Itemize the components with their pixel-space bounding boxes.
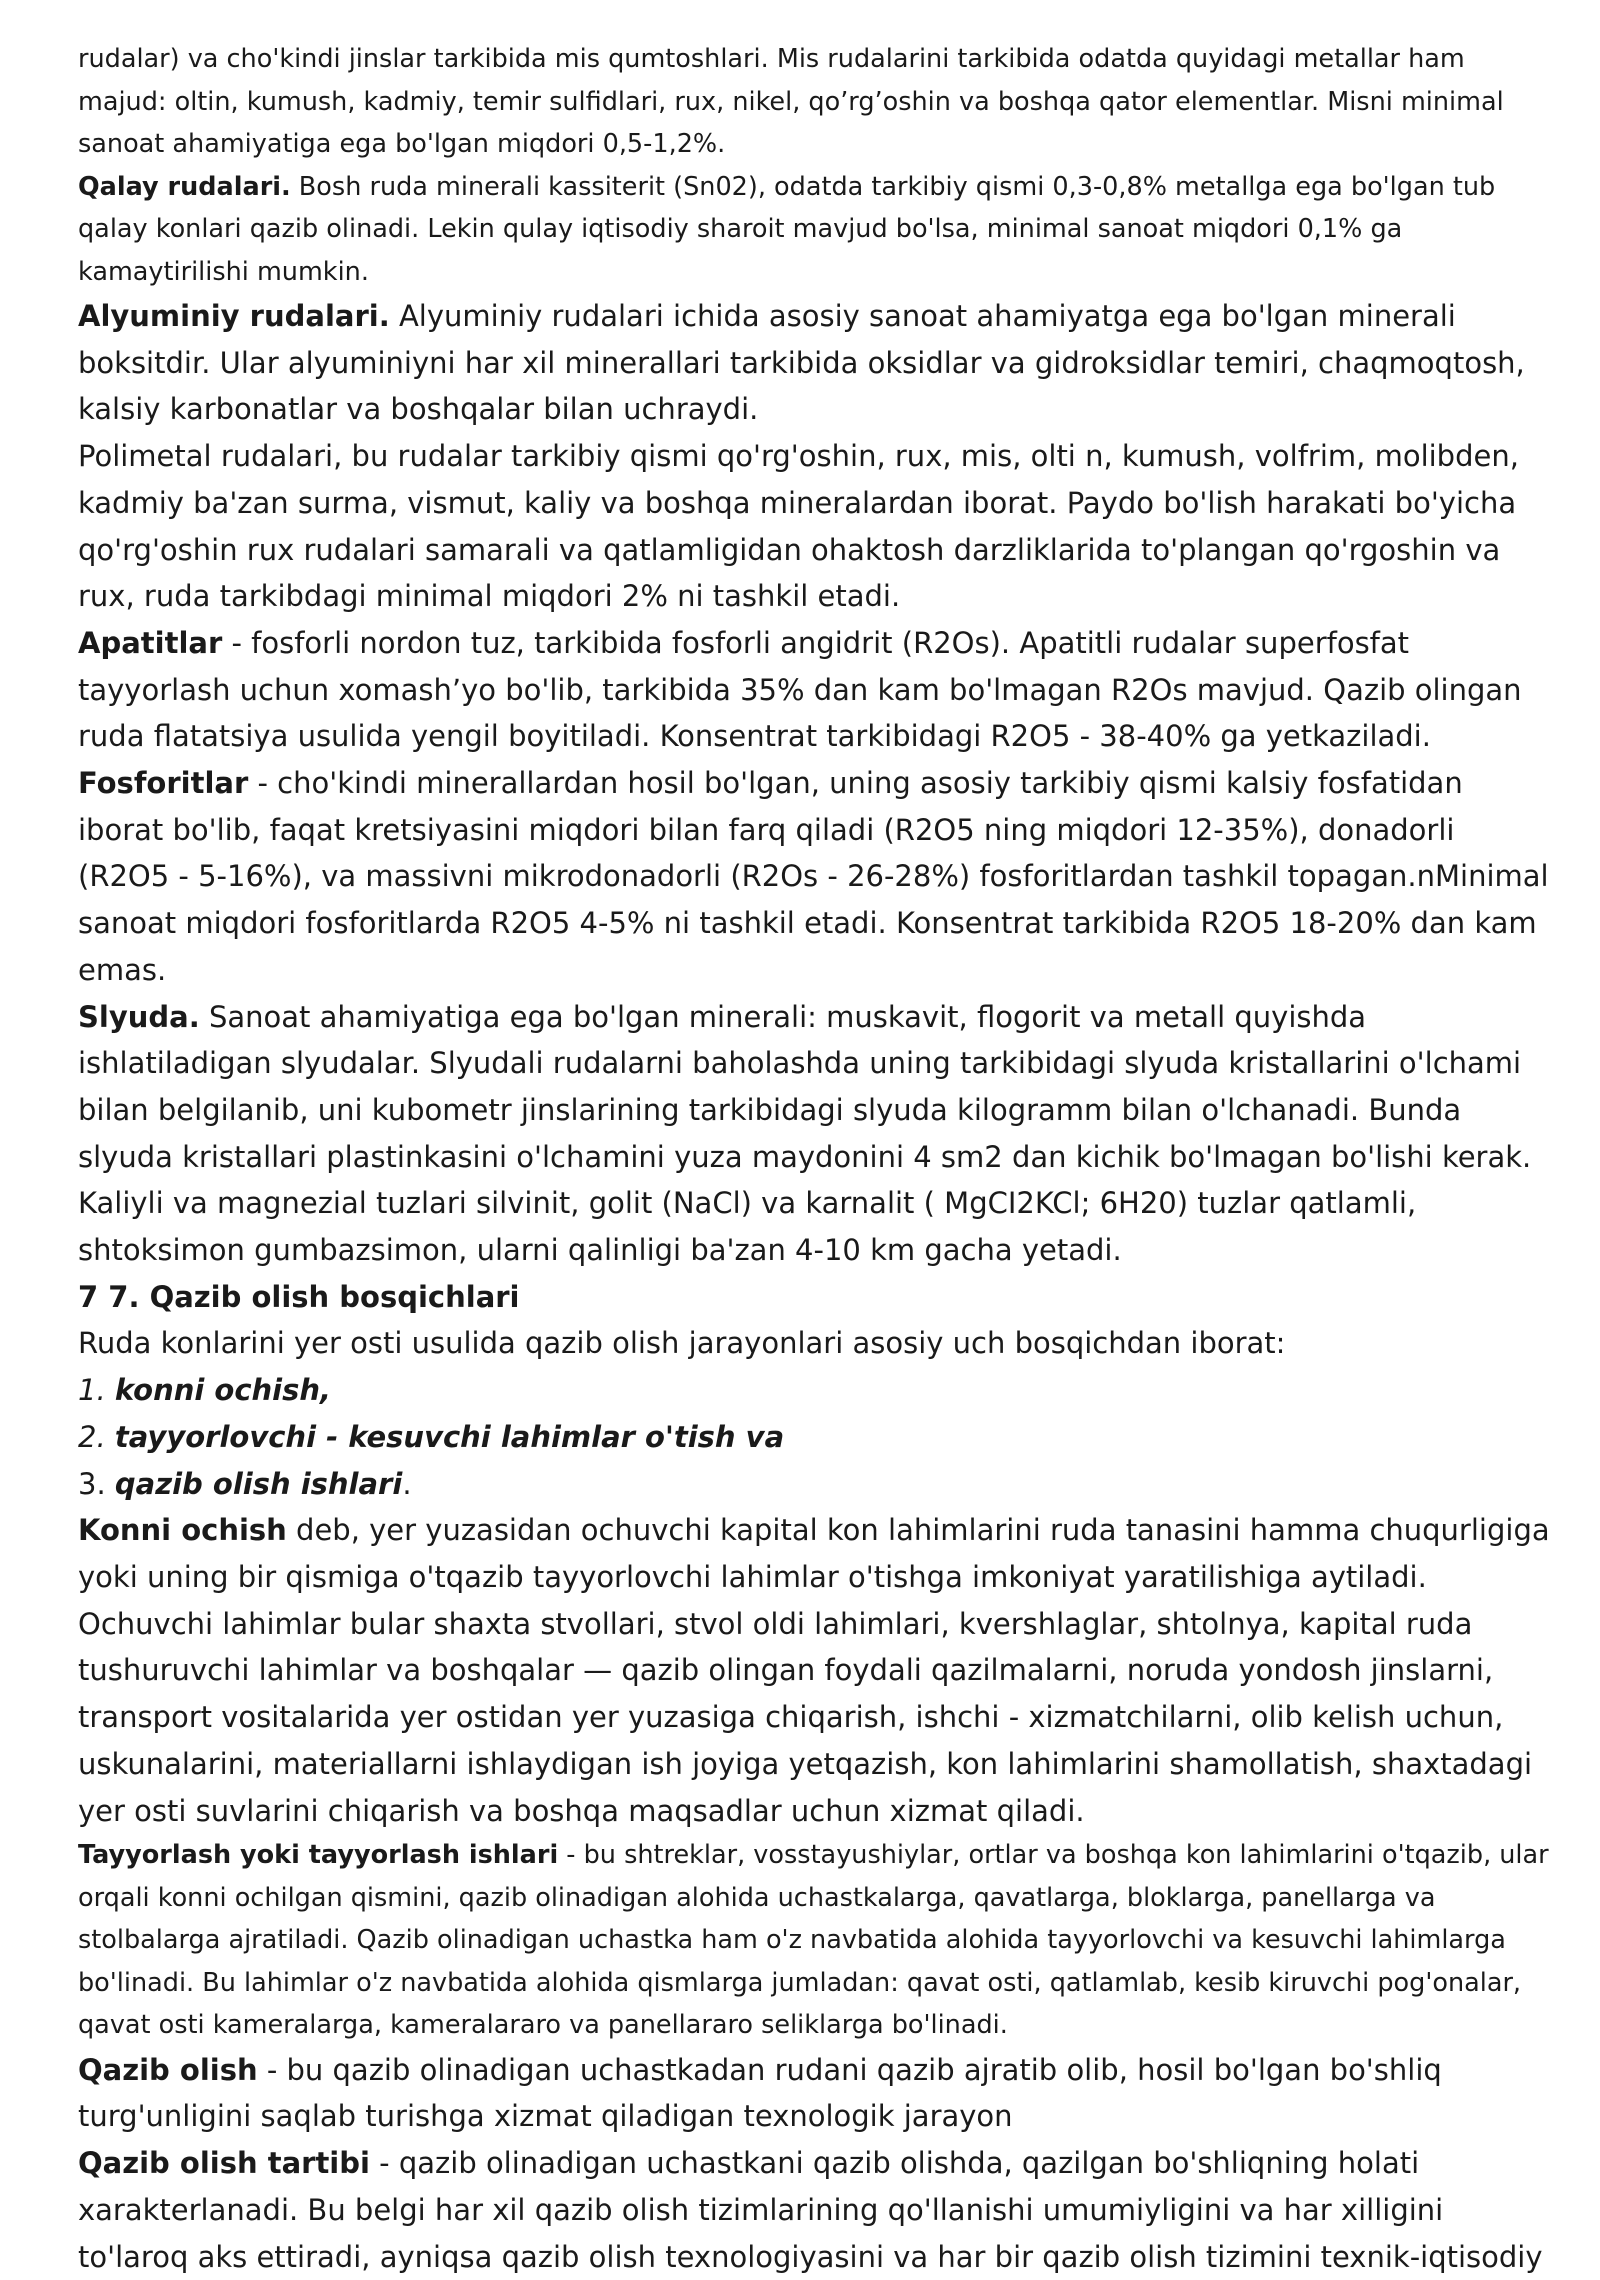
section-heading: Qazib olish [78, 2052, 258, 2087]
section-heading: Slyuda. [78, 999, 200, 1034]
list-item [78, 1414, 1552, 1461]
text-run: - qazib olinadigan uchastkani qazib olishda, qazilgan bo'shliqning holati xarakterlanadi. Bu belgi har xil qazib olish tizimlarining qo'llanishi umumiyligini va har xilligini to'laroq aks ettiradi, ayniqsa qazib olish texnologiyasini va har bir qazib olish tizimini texnik-iqtisodiy [78, 2146, 1543, 2274]
text-run: Alyuminiy rudalari ichida asosiy sanoat ahamiyatga ega bo'lgan minerali boksitdir. Ular alyuminiyni har xil minerallari tarkibida oksidlar va gidroksidlar temiri, chaqmoqtosh, kalsiy karbonatlar va boshqalar bilan uchraydi. [78, 299, 1525, 427]
list-punct: . [402, 1466, 412, 1501]
list-text: qazib olish ishlari [114, 1466, 403, 1501]
list-text: konni ochish, [114, 1373, 332, 1408]
section-heading: Fosforitlar [78, 766, 249, 801]
paragraph [78, 620, 1552, 760]
text-run: rudalar) va cho'kindi jinslar tarkibida mis qumtoshlari. Mis rudalarini tarkibida odatda quyidagi metallar ham majud: oltin, kumush, kadmiy, temir sulfidlari, rux, nikel, qo’rg’oshin va boshqa qator elementlar. Misni minimal sanoat ahamiyatiga ega bo'lgan miqdori 0,5-1,2%. [78, 44, 1504, 159]
text-run: Ruda konlarini yer osti usulida qazib olish jarayonlari asosiy uch bosqichdan iborat: [78, 1326, 1286, 1361]
paragraph [78, 166, 1552, 294]
section-heading: Qazib olish tartibi [78, 2146, 370, 2181]
section-heading: Qalay rudalari. [78, 171, 291, 202]
text-run: Bosh ruda minerali kassiterit (Sn02), odatda tarkibiy qismi 0,3-0,8% metallga ega bo'lgan tub qalay konlari qazib olinadi. Lekin qulay iqtisodiy sharoit mavjud bo'lsa, minimal sanoat miqdori 0,1% ga kamaytirilishi mumkin. [78, 171, 1496, 287]
section-heading: Alyuminiy rudalari. [78, 299, 390, 333]
paragraph [78, 293, 1552, 433]
paragraph [78, 1507, 1552, 1834]
text-run: Sanoat ahamiyatiga ega bo'lgan minerali: muskavit, flogorit va metall quyishda ishlatiladigan slyudalar. Slyudali rudalarni baholashda uning tarkibidagi slyuda kristallarini o'lchami bilan belgilanib, uni kubometr jinslarining tarkibidagi slyuda kilogramm bilan o'lchanadi. Bunda slyuda kristallari plastinkasini o'lchamini yuza maydonini 4 sm2 dan kichik bo'lmagan bo'lishi kerak. Kaliyli va magnezial tuzlari silvinit, golit (NaCl) va karnalit ( MgCI2KCl; 6H20) tuzlar qatlamli, shtoksimon gumbazsimon, ularni qalinligi ba'zan 4-10 km gacha yetadi. [78, 999, 1532, 1268]
paragraph [78, 433, 1552, 620]
paragraph [78, 2047, 1552, 2140]
paragraph [78, 2140, 1552, 2280]
list-item [78, 1461, 1552, 1508]
list-text: tayyorlovchi - kesuvchi lahimlar o'tish va [114, 1419, 785, 1454]
paragraph [78, 760, 1552, 994]
text-run: - bu shtreklar, vosstayushiylar, ortlar va boshqa kon lahimlarini o'tqazib, ular orqali konni ochilgan qismini, qazib olinadigan alohida uchastkalarga, qavatlarga, bloklarga, panellarga va stolbalarga ajratiladi. Qazib olinadigan uchastka ham o'z navbatida alohida tayyorlovchi va kesuvchi lahimlarga bo'linadi. Bu lahimlar o'z navbatida alohida qismlarga jumladan: qavat osti, qatlamlab, kesib kiruvchi pog'onalar, qavat osti kameralarga, kameralararo va panellararo seliklarga bo'linadi. [78, 1840, 1549, 2041]
text-run: - bu qazib olinadigan uchastkadan rudani qazib ajratib olib, hosil bo'lgan bo'shliq turg'unligini saqlab turishga xizmat qiladigan texnologik jarayon [78, 2052, 1442, 2134]
text-run: - fosforli nordon tuz, tarkibida fosforli angidrit (R2Os). Apatitli rudalar superfosfat tayyorlash uchun xomash’yo bo'lib, tarkibida 35% dan kam bo'lmagan R2Os mavjud. Qazib olingan ruda flatatsiya usulida yengil boyitiladi. Konsentrat tarkibidagi R2O5 - 38-40% ga yetkaziladi. [78, 625, 1522, 754]
paragraph [78, 1834, 1552, 2047]
text-run: deb, yer yuzasidan ochuvchi kapital kon lahimlarini ruda tanasini hamma chuqurligiga yoki uning bir qismiga o'tqazib tayyorlovchi lahimlar o'tishga imkoniyat yaratilishiga aytiladi. Ochuvchi lahimlar bular shaxta stvollari, stvol oldi lahimlari, kvershlaglar, shtolnya, kapital ruda tushuruvchi lahimlar va boshqalar — qazib olingan foydali qazilmalarni, noruda yondosh jinslarni, transport vositalarida yer ostidan yer yuzasiga chiqarish, ishchi - xizmatchilarni, olib kelish uchun, uskunalarini, materiallarni ishlaydigan ish joyiga yetqazish, kon lahimlarini shamollatish, shaxtadagi yer osti suvlarini chiqarish va boshqa maqsadlar uchun xizmat qiladi. [78, 1513, 1550, 1828]
paragraph [78, 38, 1552, 166]
text-run: - cho'kindi minerallardan hosil bo'lgan, uning asosiy tarkibiy qismi kalsiy fosfatidan iborat bo'lib, faqat kretsiyasini miqdori bilan farq qiladi (R2O5 ning miqdori 12-35%), donadorli (R2O5 - 5-16%), va massivni mikrodonadorli (R2Os - 26-28%) fosforitlardan tashkil topagan.nMinimal sanoat miqdori fosforitlarda R2O5 4-5% ni tashkil etadi. Konsentrat tarkibida R2O5 18-20% dan kam emas. [78, 766, 1549, 987]
section-heading: Apatitlar [78, 625, 223, 660]
list-number: 3. [78, 1466, 115, 1501]
list-number: 1. [78, 1373, 115, 1408]
text-run: Polimetal rudalari, bu rudalar tarkibiy qismi qo'rg'oshin, rux, mis, olti n, kumush, volfrim, molibden, kadmiy ba'zan surma, vismut, kaliy va boshqa mineralardan iborat. Paydo bo'lish harakati bo'yicha qo'rg'oshin rux rudalari samarali va qatlamligidan ohaktosh darzliklarida to'plangan qo'rgoshin va rux, ruda tarkibdagi minimal miqdori 2% ni tashkil etadi. [78, 439, 1519, 614]
section-heading: Tayyorlash yoki tayyorlash ishlari [78, 1840, 559, 1871]
paragraph [78, 1320, 1552, 1367]
heading-text: 7 7. Qazib olish bosqichlari [78, 1279, 520, 1314]
paragraph [78, 994, 1552, 1274]
section-heading: Konni ochish [78, 1513, 287, 1548]
chapter-heading [78, 1274, 1552, 1321]
list-item [78, 1367, 1552, 1414]
list-number: 2. [78, 1419, 115, 1454]
